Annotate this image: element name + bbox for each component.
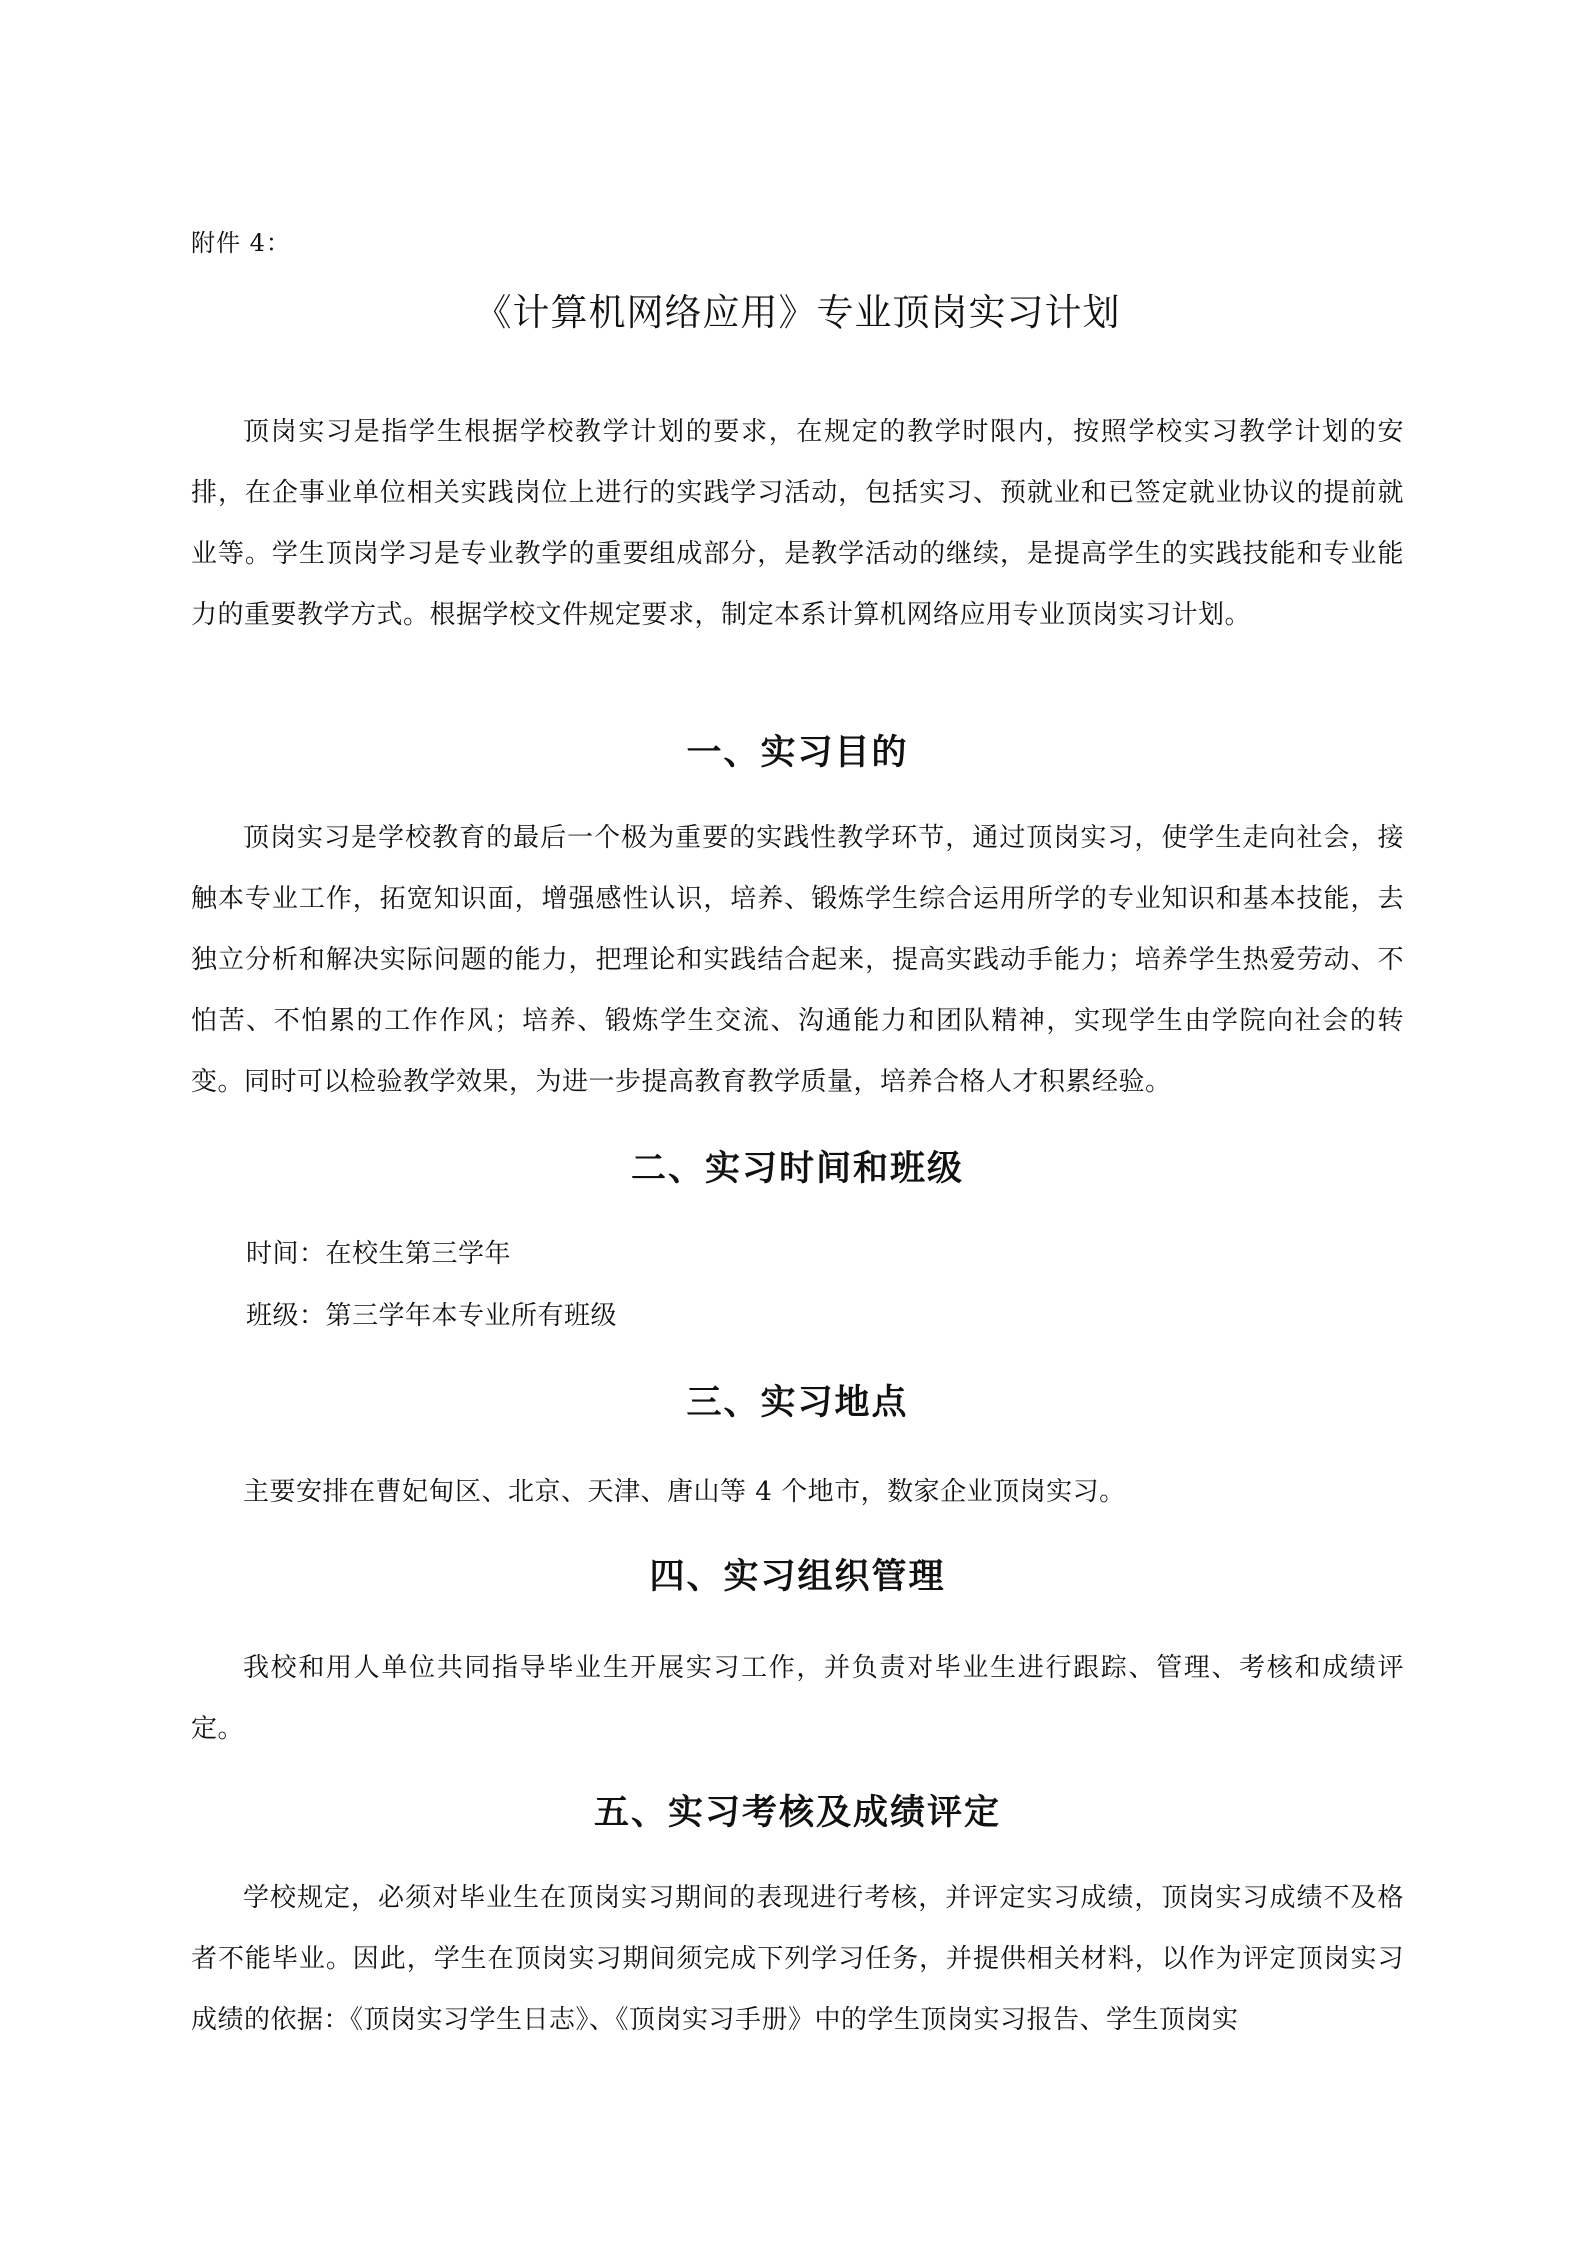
class-line: 班级：第三学年本专业所有班级 bbox=[246, 1301, 618, 1331]
section-heading-location: 三、实习地点 bbox=[686, 1383, 909, 1423]
time-line: 时间：在校生第三学年 bbox=[246, 1239, 512, 1269]
attachment-label: 附件 4： bbox=[191, 229, 291, 257]
document-title: 《计算机网络应用》专业顶岗实习计划 bbox=[474, 291, 1121, 334]
section-body-purpose: 顶岗实习是学校教育的最后一个极为重要的实践性教学环节，通过顶岗实习，使学生走向社会，接触本专业工作，拓宽知识面，增强感性认识，培养、锻炼学生综合运用所学的专业知识和基本技能，去独立分析和解决实际问题的能力，把理论和实践结合起来，提高实践动手能力；培养学生热爱劳动、不怕苦、不怕累的工作作风；培养、锻炼学生交流、沟通能力和团队精神，实现学生由学院向社会的转变。同时可以检验教学效果，为进一步提高教育教学质量，培养合格人才积累经验。 bbox=[191, 823, 1404, 1097]
section-body-assessment: 学校规定，必须对毕业生在顶岗实习期间的表现进行考核，并评定实习成绩，顶岗实习成绩不及格者不能毕业。因此，学生在顶岗实习期间须完成下列学习任务，并提供相关材料，以作为评定顶岗实习成绩的依据：《顶岗实习学生日志》、《顶岗实习手册》中的学生顶岗实习报告、学生顶岗实 bbox=[191, 1883, 1404, 2035]
section-body-organization: 我校和用人单位共同指导毕业生开展实习工作，并负责对毕业生进行跟踪、管理、考核和成绩评定。 bbox=[191, 1653, 1404, 1744]
section-heading-time-class: 二、实习时间和班级 bbox=[630, 1149, 964, 1189]
intro-paragraph: 顶岗实习是指学生根据学校教学计划的要求，在规定的教学时限内，按照学校实习教学计划的安排，在企事业单位相关实践岗位上进行的实践学习活动，包括实习、预就业和已签定就业协议的提前就业等。学生顶岗学习是专业教学的重要组成部分，是教学活动的继续，是提高学生的实践技能和专业能力的重要教学方式。根据学校文件规定要求，制定本系计算机网络应用专业顶岗实习计划。 bbox=[191, 417, 1404, 630]
section-heading-assessment: 五、实习考核及成绩评定 bbox=[593, 1793, 1001, 1833]
section-heading-organization: 四、实习组织管理 bbox=[649, 1557, 946, 1597]
section-heading-purpose: 一、实习目的 bbox=[686, 733, 909, 773]
section-body-location: 主要安排在曹妃甸区、北京、天津、唐山等 4 个地市，数家企业顶岗实习。 bbox=[243, 1477, 1126, 1507]
